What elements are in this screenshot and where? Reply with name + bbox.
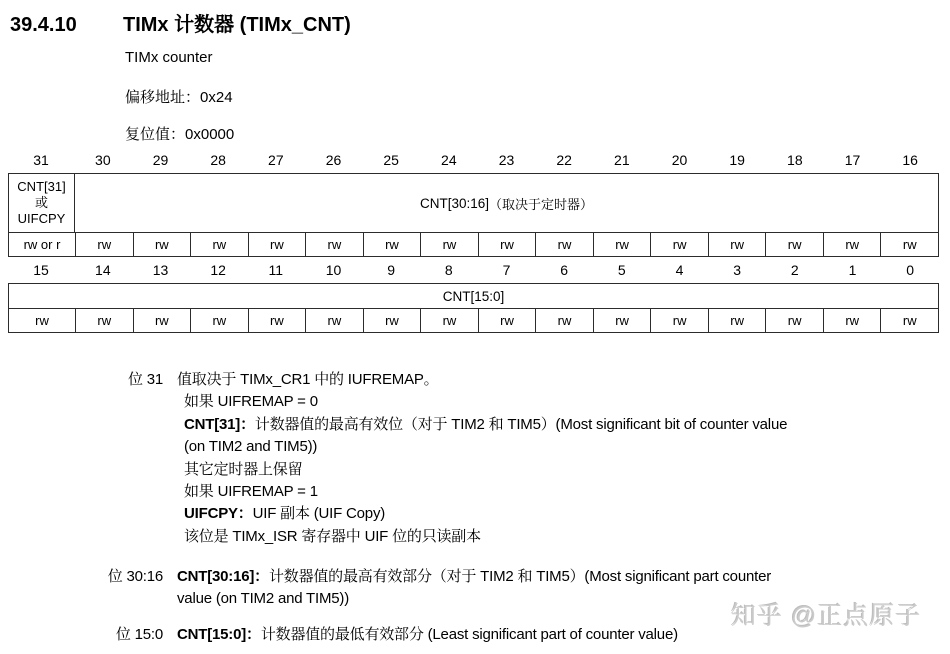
access-cell: rw (478, 233, 536, 256)
access-cell: rw (248, 309, 306, 332)
access-cell: rw or r (23, 237, 61, 252)
bit-number: 25 (383, 152, 399, 168)
bit-number: 24 (441, 152, 457, 168)
bit-numbers-row-low (8, 262, 939, 281)
description-line: 如果 UIFREMAP = 0 (184, 393, 318, 411)
bit-number: 17 (844, 152, 861, 168)
bit-numbers-row-high (8, 152, 939, 171)
bit-number: 18 (787, 152, 803, 168)
bit-number: 2 (790, 262, 799, 278)
bit-number: 6 (560, 262, 569, 278)
bit-number: 15 (33, 262, 49, 278)
bit-number: 29 (152, 152, 169, 168)
access-cell: rw (35, 313, 49, 328)
access-cell: rw (420, 309, 478, 332)
bit-number: 26 (325, 152, 342, 168)
description-line: (on TIM2 and TIM5)) (184, 438, 318, 456)
description-line: 该位是 TIMx_ISR 寄存器中 UIF 位的只读副本 (184, 527, 481, 545)
bit-number: 20 (671, 152, 688, 168)
bits30-16-description-content (177, 566, 771, 611)
bit31-description-content (177, 369, 787, 548)
bit-number: 10 (325, 262, 342, 278)
access-cell: rw (650, 309, 708, 332)
access-cell: rw (75, 233, 133, 256)
bit-range-label: 位 31 (127, 371, 163, 388)
access-cell: rw (305, 233, 363, 256)
field-name-bold: CNT[30:16]： (177, 568, 269, 585)
field-cell-line: CNT[31] (17, 179, 66, 194)
section-heading (10, 8, 351, 37)
access-row-low (9, 308, 938, 332)
access-cell: rw (880, 233, 938, 256)
access-cell: rw (363, 309, 421, 332)
description-line: 值取决于 TIMx_CR1 中的 IUFREMAP。 (177, 371, 439, 388)
bit-number: 14 (95, 262, 111, 278)
access-cell: rw (880, 309, 938, 332)
field-cell-cnt30-16 (75, 174, 938, 232)
field-cell-line: 或 (34, 195, 48, 210)
high-word-table (8, 173, 939, 257)
bit-range-label: 位 30:16 (107, 568, 163, 585)
bit-number: 4 (675, 262, 684, 278)
bit-number: 22 (556, 152, 572, 168)
bit-number: 7 (502, 262, 511, 278)
bit-number: 28 (210, 152, 226, 168)
description-line: 其它定时器上保留 (184, 460, 303, 478)
bit-number: 8 (444, 262, 453, 278)
access-cell: rw (823, 233, 881, 256)
access-cell: rw (133, 233, 191, 256)
access-cell: rw (708, 309, 766, 332)
description-line: CNT[15:0]：计数器值的最低有效部分 (Least significant part of counter value) (177, 626, 678, 643)
access-cell: rw (593, 233, 651, 256)
access-cell: rw (765, 309, 823, 332)
reset-value-value: 0x0000 (185, 126, 235, 143)
access-cell: rw (765, 233, 823, 256)
bit-number: 3 (733, 262, 742, 278)
merged-field-label: CNT[15:0] (442, 288, 505, 304)
bits30-16-description (0, 566, 771, 611)
bit-number: 31 (33, 152, 49, 168)
access-cell: rw (535, 233, 593, 256)
access-cell: rw (650, 233, 708, 256)
offset-address-label: 偏移地址： (125, 89, 201, 106)
access-cell: rw (133, 309, 191, 332)
offset-address-value: 0x24 (200, 89, 233, 106)
access-cell: rw (478, 309, 536, 332)
access-cell: rw (190, 233, 248, 256)
access-cell: rw (708, 233, 766, 256)
description-line: value (on TIM2 and TIM5)) (177, 590, 350, 608)
bit-number: 0 (906, 262, 915, 278)
access-cell: rw (593, 309, 651, 332)
merged-field-note: （取决于定时器） (489, 196, 594, 212)
field-cell-bit31 (9, 174, 75, 232)
description-line: UIFCPY：UIF 副本 (UIF Copy) (184, 505, 386, 523)
description-line: CNT[31]：计数器值的最高有效位（对于 TIM2 和 TIM5）(Most significant bit of counter value (184, 415, 788, 433)
offset-address-line (125, 86, 233, 107)
field-cell-cnt15-0 (9, 284, 938, 308)
field-name-bold: CNT[31]： (184, 415, 255, 433)
bit-number: 5 (617, 262, 626, 278)
field-row-high (9, 174, 938, 232)
bit-number: 27 (268, 152, 284, 168)
access-cell: rw (363, 233, 421, 256)
bit-number: 19 (729, 152, 745, 168)
bits15-0-description (0, 624, 678, 646)
description-line: CNT[30:16]：计数器值的最高有效部分（对于 TIM2 和 TIM5）(Most significant part counter (177, 568, 772, 585)
reset-value-line (125, 123, 234, 144)
merged-field-label: CNT[30:16] (419, 195, 489, 211)
section-number: 39.4.10 (10, 14, 77, 36)
access-cell: rw (420, 233, 478, 256)
bit31-description (0, 369, 787, 548)
field-name-bold: CNT[15:0]： (177, 626, 261, 643)
bit-number: 11 (268, 262, 284, 278)
bit-range-label: 位 15:0 (115, 626, 163, 643)
access-row-high (9, 232, 938, 256)
access-cell: rw (823, 309, 881, 332)
field-cell-line: UIFCPY (17, 211, 66, 226)
bit-number: 23 (498, 152, 515, 168)
low-word-table (8, 283, 939, 333)
bit-number: 9 (387, 262, 396, 278)
access-cell: rw (305, 309, 363, 332)
zhihu-watermark: 知乎 @正点原子 (731, 602, 922, 630)
access-cell: rw (75, 309, 133, 332)
register-subtitle: TIMx counter (125, 49, 213, 66)
description-line: 如果 UIFREMAP = 1 (184, 483, 318, 501)
access-cell: rw (190, 309, 248, 332)
register-bit-table (8, 152, 939, 333)
access-cell: rw (535, 309, 593, 332)
bits15-0-description-content (177, 624, 678, 646)
bit-number: 16 (902, 152, 918, 168)
bit-number: 1 (848, 262, 857, 278)
bit-number: 12 (210, 262, 226, 278)
field-name-bold: UIFCPY： (184, 505, 253, 523)
bit-number: 30 (95, 152, 111, 168)
reset-value-label: 复位值： (125, 126, 186, 143)
bit-number: 13 (152, 262, 169, 278)
page-title: TIMx 计数器 (TIMx_CNT) (123, 14, 351, 36)
access-cell: rw (248, 233, 306, 256)
bit-number: 21 (614, 152, 630, 168)
